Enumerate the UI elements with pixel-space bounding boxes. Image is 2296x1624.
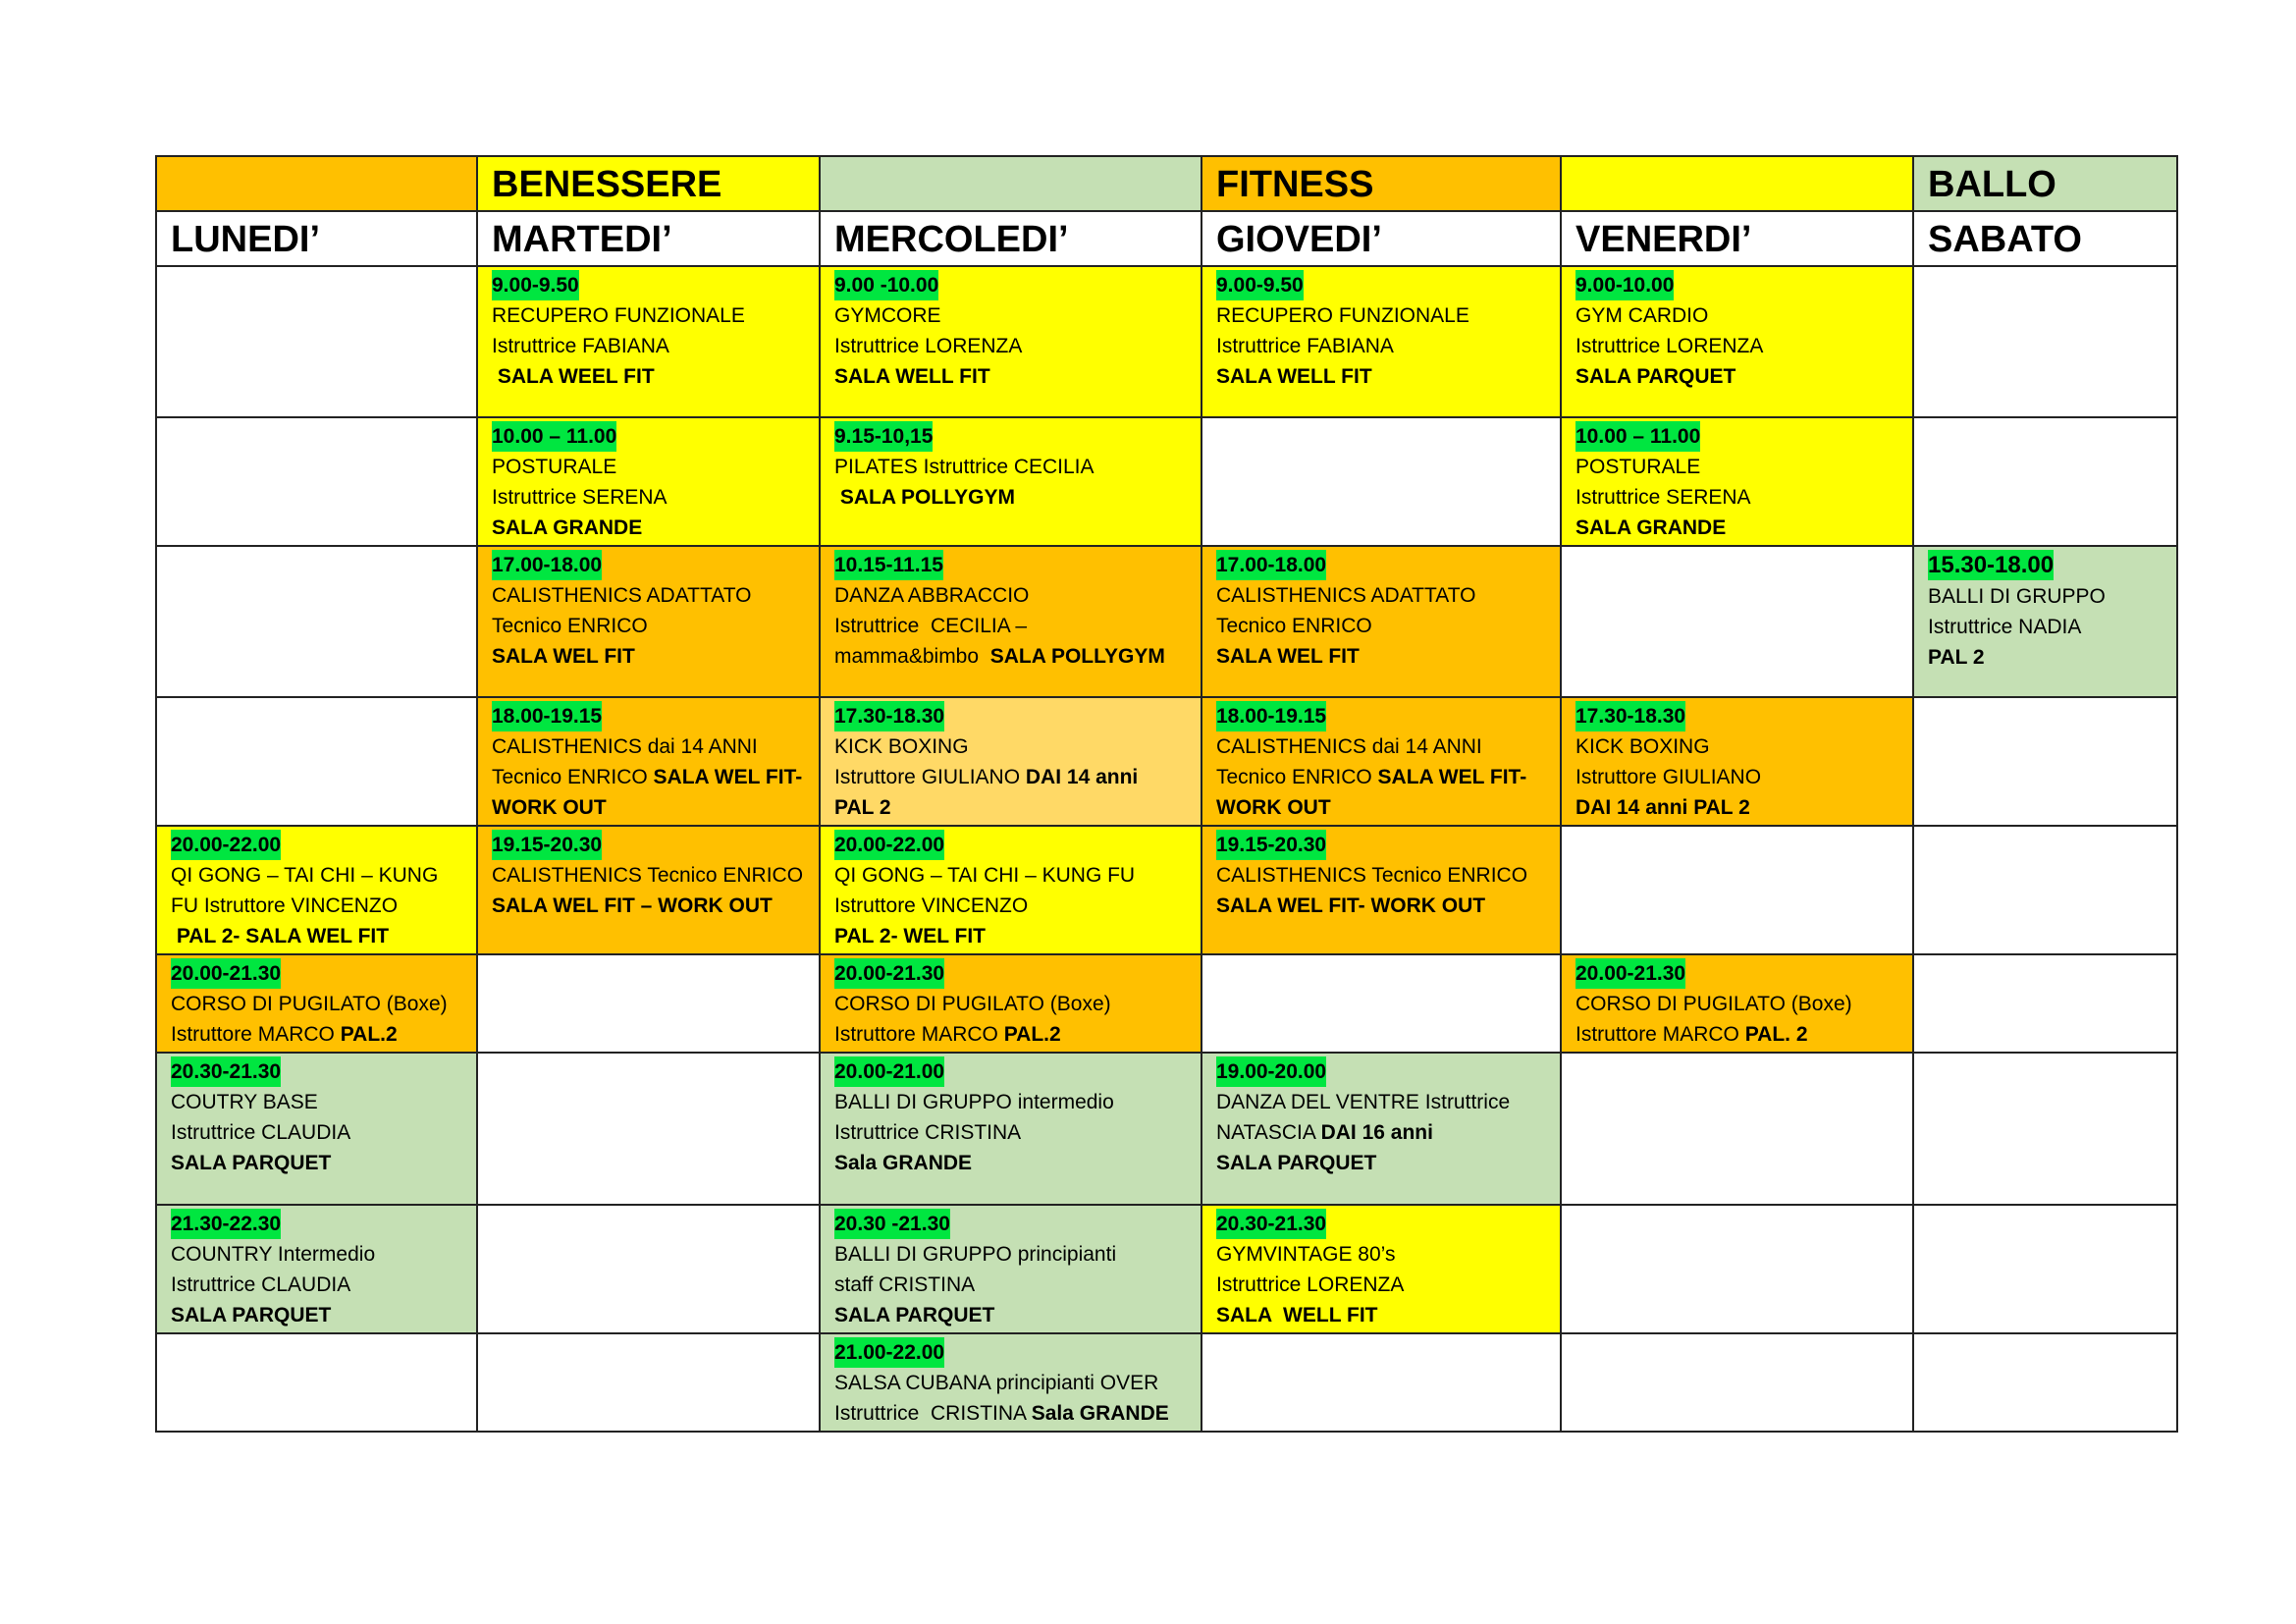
class-text: Istruttrice LORENZA [1575,335,1764,357]
time-badge: 17.30-18.30 [1575,701,1685,731]
time-badge: 9.00-9.50 [1216,270,1304,300]
time-row [171,958,462,989]
class-text: QI GONG – TAI CHI – KUNG [171,864,439,887]
room-label: SALA WELL FIT [1216,365,1372,388]
time-row [492,270,805,300]
class-text: Istruttore VINCENZO [834,894,1029,917]
class-slot [1201,826,1561,954]
time-row [834,270,1187,300]
legend-row [156,156,2177,211]
class-slot [820,826,1201,954]
schedule-body [156,156,2177,1432]
class-text: CALISTHENICS dai 14 ANNI [492,735,758,758]
time-row [834,550,1187,580]
class-text: BALLI DI GRUPPO principianti [834,1243,1117,1266]
legend-cell [1561,156,1913,211]
class-slot [1201,546,1561,697]
time-row [1575,958,1898,989]
time-badge: 21.00-22.00 [834,1337,944,1368]
day-header: MERCOLEDI’ [820,211,1201,266]
room-label: SALA WELL FIT [1216,1304,1378,1326]
time-row [171,830,462,860]
room-label: SALA WELL FIT [834,365,990,388]
room-label: SALA WEL FIT [1216,645,1360,668]
legend-cell [156,156,477,211]
empty-slot [156,417,477,546]
room-label: SALA WEL FIT- WORK OUT [1216,894,1486,917]
schedule-table [155,155,2178,1433]
class-slot [820,1205,1201,1333]
time-row [834,1056,1187,1087]
class-text: CORSO DI PUGILATO (Boxe) [171,993,448,1015]
time-row [834,1209,1187,1239]
legend-cell: FITNESS [1201,156,1561,211]
class-text: Tecnico ENRICO [1216,615,1372,637]
empty-slot [1201,954,1561,1053]
room-label: SALA WEL FIT- [653,766,803,788]
time-row [834,1337,1187,1368]
legend-cell [820,156,1201,211]
class-text: CALISTHENICS Tecnico ENRICO [1216,864,1528,887]
schedule-row [156,826,2177,954]
class-slot [156,826,477,954]
room-label: SALA WEL FIT – WORK OUT [492,894,773,917]
time-row [1216,550,1546,580]
day-header: LUNEDI’ [156,211,477,266]
schedule-row [156,417,2177,546]
time-row [1216,270,1546,300]
empty-slot [477,1205,820,1333]
class-text: RECUPERO FUNZIONALE [492,304,745,327]
class-text: GYM CARDIO [1575,304,1709,327]
class-text: Istruttrice SERENA [1575,486,1751,509]
time-row [834,421,1187,452]
room-label: SALA PARQUET [1216,1152,1377,1174]
time-badge: 10.15-11.15 [834,550,943,580]
time-row [1216,830,1546,860]
time-badge: 20.30-21.30 [171,1056,281,1087]
room-label: SALA WEL FIT [492,645,635,668]
room-label: SALA PARQUET [171,1152,332,1174]
empty-slot [1913,826,2177,954]
class-text: CALISTHENICS ADATTATO [1216,584,1476,607]
room-label: SALA GRANDE [492,516,643,539]
schedule-row [156,1053,2177,1205]
time-badge: 18.00-19.15 [1216,701,1326,731]
time-badge: 20.00-21.30 [1575,958,1685,989]
class-text: DANZA DEL VENTRE Istruttrice [1216,1091,1511,1113]
day-header: MARTEDI’ [477,211,820,266]
class-slot [1201,1053,1561,1205]
class-slot [820,697,1201,826]
room-label: WORK OUT [1216,796,1331,819]
class-slot [477,826,820,954]
class-text-part: Tecnico ENRICO [1216,766,1378,788]
time-row [1216,701,1546,731]
time-badge: 9.15-10,15 [834,421,933,452]
class-text: CORSO DI PUGILATO (Boxe) [1575,993,1852,1015]
class-text [1216,762,1546,792]
class-text: QI GONG – TAI CHI – KUNG FU [834,864,1136,887]
room-label: PAL 2- SALA WEL FIT [171,925,390,947]
class-slot [820,1333,1201,1432]
class-slot [156,954,477,1053]
class-text: BALLI DI GRUPPO intermedio [834,1091,1114,1113]
empty-slot [1913,1205,2177,1333]
day-header: GIOVEDI’ [1201,211,1561,266]
empty-slot [1913,1333,2177,1432]
time-row [492,830,805,860]
time-row [492,421,805,452]
class-text: CALISTHENICS Tecnico ENRICO [492,864,804,887]
class-text: Istruttrice CRISTINA [834,1121,1022,1144]
class-text: staff CRISTINA [834,1273,976,1296]
class-text: POSTURALE [1575,456,1701,478]
schedule-row [156,266,2177,417]
class-slot [477,417,820,546]
time-badge: 10.00 – 11.00 [492,421,616,452]
schedule-row [156,546,2177,697]
room-label: PAL.2 [1003,1023,1061,1046]
class-text-part: mamma&bimbo [834,645,990,668]
empty-slot [1561,1333,1913,1432]
room-label: PAL 2 [1928,646,1985,669]
class-text [834,1019,1187,1050]
time-badge: 18.00-19.15 [492,701,602,731]
class-text [171,1019,462,1050]
empty-slot [1913,417,2177,546]
time-badge: 20.00-21.00 [834,1056,944,1087]
class-text: KICK BOXING [1575,735,1710,758]
class-text: Istruttrice CLAUDIA [171,1273,351,1296]
empty-slot [156,266,477,417]
class-text-part: Istruttore GIULIANO [834,766,1026,788]
class-slot [1201,1205,1561,1333]
class-text: CALISTHENICS dai 14 ANNI [1216,735,1482,758]
empty-slot [1913,1053,2177,1205]
class-text: Istruttrice NADIA [1928,616,2082,638]
empty-slot [1201,1333,1561,1432]
time-badge: 17.30-18.30 [834,701,944,731]
class-text [834,1398,1187,1429]
time-badge: 9.00-10.00 [1575,270,1674,300]
class-slot [1201,266,1561,417]
time-badge: 21.30-22.30 [171,1209,281,1239]
time-badge: 20.00-21.30 [834,958,944,989]
class-slot [156,1205,477,1333]
class-text: COUNTRY Intermedio [171,1243,376,1266]
class-text: BALLI DI GRUPPO [1928,585,2106,608]
class-text [1216,1117,1546,1148]
class-text: COUTRY BASE [171,1091,318,1113]
class-text: Istruttrice LORENZA [834,335,1023,357]
schedule-row [156,1333,2177,1432]
time-row [492,701,805,731]
schedule-row [156,1205,2177,1333]
class-text: GYMCORE [834,304,941,327]
class-text-part: Tecnico ENRICO [492,766,654,788]
legend-cell: BENESSERE [477,156,820,211]
time-badge: 20.00-22.00 [171,830,281,860]
time-row [171,1056,462,1087]
schedule-row [156,954,2177,1053]
empty-slot [1201,417,1561,546]
time-row [1928,550,2163,581]
empty-slot [477,954,820,1053]
room-label: SALA WEEL FIT [492,365,655,388]
class-text-part: Istruttore MARCO [834,1023,1004,1046]
time-badge: 17.00-18.00 [1216,550,1326,580]
empty-slot [1561,1205,1913,1333]
class-slot [820,546,1201,697]
class-text: Istruttrice LORENZA [1216,1273,1405,1296]
class-slot [156,1053,477,1205]
time-row [1575,270,1898,300]
class-text: SALSA CUBANA principianti OVER [834,1372,1159,1394]
time-badge: 20.30 -21.30 [834,1209,950,1239]
class-slot [820,417,1201,546]
class-text: Istruttrice CECILIA – [834,615,1028,637]
time-row [1216,1056,1546,1087]
day-header: SABATO [1913,211,2177,266]
class-slot [1913,546,2177,697]
room-label: Sala GRANDE [1031,1402,1169,1425]
class-text: KICK BOXING [834,735,969,758]
empty-slot [156,697,477,826]
class-text: RECUPERO FUNZIONALE [1216,304,1469,327]
class-slot [477,697,820,826]
room-label: SALA WEL FIT- [1377,766,1527,788]
room-label: SALA POLLYGYM [834,486,1015,509]
time-badge: 17.00-18.00 [492,550,602,580]
class-text: CALISTHENICS ADATTATO [492,584,752,607]
class-text: Tecnico ENRICO [492,615,648,637]
class-text [1575,1019,1898,1050]
empty-slot [1561,546,1913,697]
room-label: SALA GRANDE [1575,516,1727,539]
class-slot [820,954,1201,1053]
class-text: Istruttrice CLAUDIA [171,1121,351,1144]
time-row [834,958,1187,989]
day-header: VENERDI’ [1561,211,1913,266]
class-text [834,641,1187,672]
class-text: CORSO DI PUGILATO (Boxe) [834,993,1111,1015]
class-text: Istruttrice FABIANA [492,335,669,357]
time-badge: 15.30-18.00 [1928,552,2055,578]
time-row [171,1209,462,1239]
class-text-part: Istruttore MARCO [1575,1023,1745,1046]
room-label: PAL 2 [834,796,891,819]
empty-slot [1913,266,2177,417]
room-label: Sala GRANDE [834,1152,973,1174]
class-text [834,762,1187,792]
time-row [492,550,805,580]
time-row [1216,1209,1546,1239]
time-badge: 19.15-20.30 [1216,830,1326,860]
time-row [1575,421,1898,452]
time-row [834,830,1187,860]
class-text: Istruttrice SERENA [492,486,667,509]
days-row [156,211,2177,266]
class-text: DANZA ABBRACCIO [834,584,1030,607]
legend-cell: BALLO [1913,156,2177,211]
class-text-part: Istruttore MARCO [171,1023,341,1046]
time-badge: 10.00 – 11.00 [1575,421,1700,452]
time-badge: 9.00-9.50 [492,270,579,300]
room-label: SALA PARQUET [171,1304,332,1326]
time-badge: 19.00-20.00 [1216,1056,1326,1087]
room-label: PAL. 2 [1744,1023,1808,1046]
class-slot [1561,697,1913,826]
empty-slot [1913,954,2177,1053]
class-slot [1561,954,1913,1053]
class-text: Istruttore GIULIANO [1575,766,1762,788]
class-slot [477,546,820,697]
class-slot [820,266,1201,417]
time-badge: 20.30-21.30 [1216,1209,1326,1239]
room-label: SALA PARQUET [1575,365,1736,388]
class-text [492,762,805,792]
class-text: FU Istruttore VINCENZO [171,894,399,917]
class-slot [1201,697,1561,826]
empty-slot [1561,826,1913,954]
empty-slot [477,1333,820,1432]
room-label: WORK OUT [492,796,607,819]
time-badge: 9.00 -10.00 [834,270,938,300]
class-slot [1561,266,1913,417]
time-badge: 20.00-22.00 [834,830,944,860]
time-badge: 20.00-21.30 [171,958,281,989]
time-row [834,701,1187,731]
class-text-part: Istruttrice CRISTINA [834,1402,1032,1425]
time-badge: 19.15-20.30 [492,830,602,860]
class-slot [820,1053,1201,1205]
class-text-part: NATASCIA [1216,1121,1321,1144]
class-text: GYMVINTAGE 80’s [1216,1243,1396,1266]
class-text: POSTURALE [492,456,617,478]
empty-slot [1913,697,2177,826]
schedule-row [156,697,2177,826]
room-label: SALA POLLYGYM [989,645,1165,668]
empty-slot [477,1053,820,1205]
time-row [1575,701,1898,731]
class-slot [477,266,820,417]
room-label: DAI 16 anni [1320,1121,1433,1144]
class-slot [1561,417,1913,546]
class-text: PILATES Istruttrice CECILIA [834,456,1095,478]
room-label: PAL.2 [340,1023,398,1046]
empty-slot [1561,1053,1913,1205]
room-label: DAI 14 anni PAL 2 [1575,796,1750,819]
empty-slot [156,546,477,697]
empty-slot [156,1333,477,1432]
class-text: Istruttrice FABIANA [1216,335,1394,357]
room-label: PAL 2- WEL FIT [834,925,987,947]
room-label: DAI 14 anni [1025,766,1139,788]
room-label: SALA PARQUET [834,1304,995,1326]
